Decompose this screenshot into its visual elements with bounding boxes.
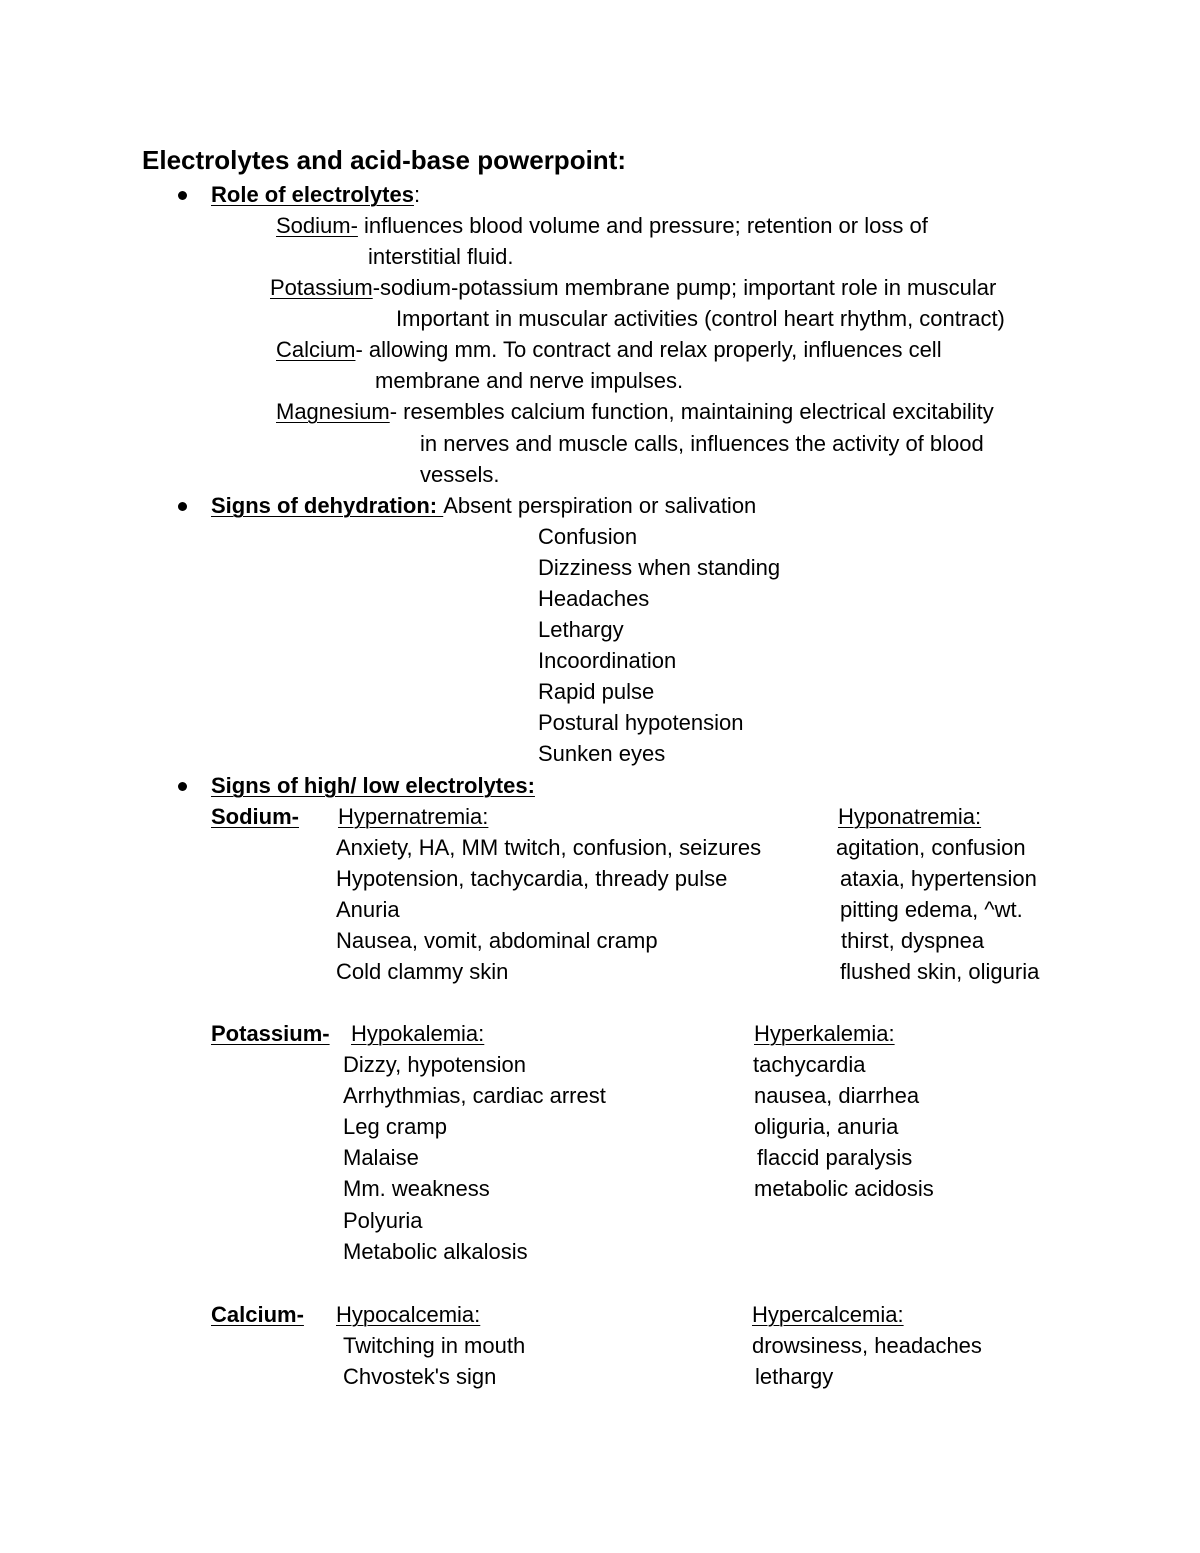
hyponatremia-heading: Hyponatremia: [838,804,982,829]
dehydration-sign: Lethargy [538,617,624,642]
role-calcium-cont: membrane and nerve impulses. [375,368,684,393]
electrolyte-signs-heading: Signs of high/ low electrolytes: [211,773,535,798]
hypocalcemia-sign: Chvostek's sign [343,1364,497,1389]
role-heading-line [211,180,420,210]
role-potassium-text: -sodium-potassium membrane pump; important role in muscular [372,275,997,300]
role-calcium-text: - allowing mm. To contract and relax properly, influences cell [355,337,942,362]
role-magnesium-cont2: vessels. [420,462,500,487]
hyperkalemia-sign: flaccid paralysis [757,1145,913,1170]
dehydration-sign: Headaches [538,586,650,611]
dehydration-heading: Signs of dehydration: [211,493,444,518]
role-magnesium-text: - resembles calcium function, maintaining electrical excitability [389,399,994,424]
calcium-label: Calcium- [211,1302,304,1327]
role-heading: Role of electrolytes [211,182,414,207]
role-magnesium [276,397,994,427]
bullet-icon [178,191,187,200]
role-magnesium-term: Magnesium [276,399,390,424]
role-potassium-term: Potassium [270,275,373,300]
hypokalemia-sign: Malaise [343,1145,419,1170]
hyperkalemia-sign: oliguria, anuria [754,1114,899,1139]
role-sodium-cont: interstitial fluid. [368,244,514,269]
hyponatremia-sign: ataxia, hypertension [840,866,1037,891]
hypocalcemia-sign: Twitching in mouth [343,1333,526,1358]
hypernatremia-sign: Anuria [336,897,400,922]
page-title: Electrolytes and acid-base powerpoint: [142,145,626,175]
hypernatremia-sign: Cold clammy skin [336,959,509,984]
dehydration-line [211,491,756,521]
hypercalcemia-heading: Hypercalcemia: [752,1302,904,1327]
potassium-label: Potassium- [211,1021,330,1046]
hypocalcemia-heading: Hypocalcemia: [336,1302,481,1327]
hypokalemia-sign: Mm. weakness [343,1176,490,1201]
hyperkalemia-sign: nausea, diarrhea [754,1083,920,1108]
role-heading-colon: : [413,182,421,207]
role-potassium-cont: Important in muscular activities (control heart rhythm, contract) [396,306,1005,331]
hypernatremia-sign: Anxiety, HA, MM twitch, confusion, seizures [336,835,762,860]
hyperkalemia-sign: tachycardia [753,1052,866,1077]
role-calcium-term: Calcium [276,337,356,362]
hypercalcemia-sign: lethargy [755,1364,834,1389]
hyperkalemia-sign: metabolic acidosis [754,1176,934,1201]
hyponatremia-sign: thirst, dyspnea [841,928,985,953]
hypernatremia-heading: Hypernatremia: [338,804,489,829]
hypercalcemia-sign: drowsiness, headaches [752,1333,982,1358]
dehydration-sign: Dizziness when standing [538,555,781,580]
hyperkalemia-heading: Hyperkalemia: [754,1021,895,1046]
hypernatremia-sign: Hypotension, tachycardia, thready pulse [336,866,728,891]
bullet-icon [178,782,187,791]
role-sodium-term: Sodium- [276,213,358,238]
hypokalemia-heading: Hypokalemia: [351,1021,485,1046]
dehydration-sign: Sunken eyes [538,741,666,766]
role-potassium [270,273,996,303]
dehydration-sign: Absent perspiration or salivation [443,493,757,518]
hyponatremia-sign: pitting edema, ^wt. [840,897,1023,922]
dehydration-sign: Confusion [538,524,638,549]
hypokalemia-sign: Leg cramp [343,1114,447,1139]
hypokalemia-sign: Metabolic alkalosis [343,1239,528,1264]
sodium-label: Sodium- [211,804,299,829]
dehydration-sign: Incoordination [538,648,677,673]
hypernatremia-sign: Nausea, vomit, abdominal cramp [336,928,658,953]
hyponatremia-sign: agitation, confusion [836,835,1026,860]
role-sodium-text: influences blood volume and pressure; retention or loss of [357,213,928,238]
role-sodium [276,211,928,241]
bullet-icon [178,502,187,511]
hypokalemia-sign: Arrhythmias, cardiac arrest [343,1083,606,1108]
hyponatremia-sign: flushed skin, oliguria [840,959,1040,984]
dehydration-sign: Postural hypotension [538,710,744,735]
role-calcium [276,335,942,365]
hypokalemia-sign: Dizzy, hypotension [343,1052,527,1077]
hypokalemia-sign: Polyuria [343,1208,423,1233]
dehydration-sign: Rapid pulse [538,679,655,704]
role-magnesium-cont1: in nerves and muscle calls, influences the activity of blood [420,431,984,456]
